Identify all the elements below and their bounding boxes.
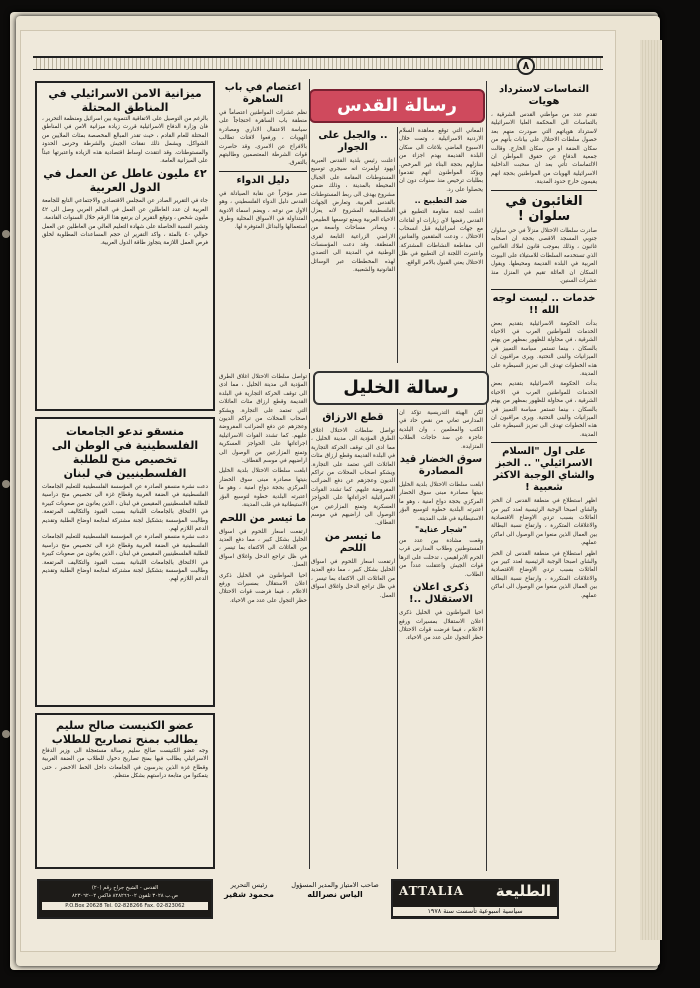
unemployment-article-cont: وتشير النسبة الحاصلة على شهادة التعليم العالي من العاطلين عن العمل حوالي ٤٠ بالمئة ، واكد التقرير ان حجم المساعدات المطلوبة لخلق فرص العمل اللازمة يتجاوز طاقة الدول العربية. xyxy=(42,223,209,247)
khalil-headline-5: ما تيسر من اللحم xyxy=(324,530,382,554)
quds-article-4: صدر مؤخراً عن نقابة الصيادلة في القدس دليل الدواء الفلسطيني ، وهو الاول من نوعه ، ويضم اسماء الادوية المتداولة في الاسواق المحلية وطرق استعمالها والبدائل المتوفرة لها. xyxy=(219,190,307,231)
divider xyxy=(491,289,597,290)
khalil-headline-1: قطع الارزاق xyxy=(322,412,384,423)
column-rule xyxy=(309,79,310,369)
khalil-article-4: احيا المواطنون في الخليل ذكرى اعلان الاستقلال بمسيرات ورفع الاعلام ، فيما فرضت قوات الاحتلال حظر التجول على عدد من الاحياء. xyxy=(399,610,483,642)
rail-article-3: بدأت الحكومة الاسرائيلية بتقديم بعض الخدمات للمواطنين العرب في الاحياء الشرقية ، في محاولة للظهور بمظهر من يهتم بالسكان ، بينما تستمر سياسة التمييز في الميزانيات والبنى التحتية. ويرى مراقبون ان هذه الخطوات تهدف الى تعزيز السيطرة على المدينة. xyxy=(491,320,597,377)
rail-headline-1: التماسات لاسترداد هويات xyxy=(498,84,590,107)
khalil-intro: لكن الهيئة التدريسية تؤكد ان المدارس تعاني من نقص حاد في الكتب والمعلمين ، وان البلدية عاجزة عن سد حاجات الطلاب المتزايدة. xyxy=(399,410,483,450)
contact-phone: ص.ب ٣٠٢٨ تلفون ٠٢-٨٢٨٢٦٦ فاكس ٠٢-٨٢٣٠٦٢ xyxy=(72,893,178,899)
binding-hole xyxy=(2,730,10,738)
security-budget-box xyxy=(35,81,215,411)
rail-article-3-cont: بدأت الحكومة الاسرائيلية بتقديم بعض الخدمات للمواطنين العرب في الاحياء الشرقية ، في محاولة للظهور بمظهر من يهتم بالسكان ، بينما تستمر سياسة التمييز في الميزانيات والبنى التحتية. ويرى مراقبون ان هذه الخطوات تهدف الى تعزيز السيطرة على المدينة. xyxy=(491,381,597,438)
khalil-article-1-cont: تواصل سلطات الاحتلال اغلاق الطرق المؤدية الى مدينة الخليل ، مما ادى الى توقف الحركة التجارية في البلدة القديمة وقطع ارزاق مئات العائلات التي تعتمد على التجارة. ويشكو اصحاب المحلات من تراكم الديون وعجزهم عن دفع الضرائب المفروضة عليهم. كما تشدد القوات الاسرائيلية اجراءاتها على الحواجز العسكرية وتمنع المزارعين من الوصول الى اراضيهم في موسم القطاف. xyxy=(219,374,307,465)
column-rule xyxy=(486,81,487,871)
khalil-column-a xyxy=(399,409,483,869)
newspaper-page xyxy=(20,30,616,952)
knesset-box xyxy=(35,713,215,869)
khalil-article-3: وقعت مشادة بين عدد من المستوطنين وطلاب المدارس قرب الحرم الابراهيمي ، تدخلت على اثرها قوات الجيش واعتقلت عدداً من الطلاب. xyxy=(399,538,483,578)
khalil-section-banner: رسالة الخليل xyxy=(313,371,489,405)
khalil-article-1: تواصل سلطات الاحتلال اغلاق الطرق المؤدية الى مدينة الخليل ، مما ادى الى توقف الحركة التجارية في البلدة القديمة وقطع ارزاق مئات العائلات التي تعتمد على التجارة. ويشكو اصحاب المحلات من تراكم الديون وعجزهم عن دفع الضرائب المفروضة عليهم. كما تشدد القوات الاسرائيلية اجراءاتها على الحواجز العسكرية وتمنع المزارعين من الوصول الى اراضيهم في موسم القطاف. xyxy=(311,428,395,527)
divider xyxy=(491,190,597,191)
logo-tagline: سياسية اسبوعية تأسست سنة ١٩٧٨ xyxy=(393,907,557,916)
quds-headline-3: اعتصام في باب الساهرة xyxy=(224,82,302,105)
security-headline: ميزانية الامن الاسرائيلي في المناطق المحتلة xyxy=(48,87,202,114)
logo-latin: ATTALIA xyxy=(399,884,465,898)
quds-headline-4: دليل الدواء xyxy=(236,174,290,186)
column-rule xyxy=(397,127,398,363)
page-edges xyxy=(640,40,662,940)
contact-address: القدس - الشيخ جراح رقم (٢٠) xyxy=(91,885,159,891)
owner-credit xyxy=(283,881,387,899)
column-rule xyxy=(309,373,310,869)
khalil-column-c xyxy=(219,373,307,869)
quds-column-b xyxy=(311,127,395,363)
rail-article-2: صادرت سلطات الاحتلال منزلاً في حي سلوان جنوبي المسجد الاقصى بحجة ان اصحابه غائبون ، وذلك بموجب قانون املاك الغائبين الذي تستخدمه السلطات للاستيلاء على البيوت العربية في البلدة القديمة ومحيطها. ويقول السكان ان العائلة تقيم في المنزل منذ عشرات السنين. xyxy=(491,227,597,285)
quds-column-a xyxy=(399,127,483,363)
khalil-article-4-cont: احيا المواطنون في الخليل ذكرى اعلان الاستقلال بمسيرات ورفع الاعلام ، فيما فرضت قوات الاحتلال حظر التجول على عدد من الاحياء. xyxy=(219,572,307,604)
rail-article-1: تقدم عدد من مواطني القدس الشرقية ، بالتماسات الى المحكمة العليا الاسرائيلية لاسترداد هوياتهم التي صودرت منهم بعد حصول سلطات الاحتلال على بيانات بأنهم من سكان الضفة او من سكان الخارج. وقالت جمعية الدفاع عن حقوق المواطن ان الالتماسات تأتي بعد ان سحبت الداخلية الاسرائيلية الهويات من المواطنين بحجة انهم يقيمون خارج حدود المدينة. xyxy=(491,112,597,186)
owner-label: صاحب الامتياز والمدير المسؤول xyxy=(291,881,379,889)
quds-section-banner: رسالة القدس xyxy=(309,89,485,123)
logo-arabic: الطليعة xyxy=(495,882,551,900)
security-article: بالرغم من التوصيل على الاتفاقية التنموية بين اسرائيل ومنظمة التحرير ، فان وزارة الدفاع الاسرائيلية قررت زيادة ميزانية الامن في المناطق المحتلة للعام القادم ، حيث تقدر المبالغ المخصصة بمئات الملايين من الشواكل. ويشمل ذلك نفقات الجيش والشرطة وحرس الحدود والمستوطنات. وقد انتقدت اوساط اقتصادية هذه الزيادة واعتبرتها عبئاً على الميزانية العامة. xyxy=(42,116,208,165)
khalil-headline-4: ذكرى اعلان الاستقلال ..! xyxy=(409,582,473,606)
divider xyxy=(219,171,307,172)
quds-headline-1: .. والجبل على الجوار xyxy=(318,130,388,153)
khalil-headline-5b: ما تيسر من اللحم xyxy=(219,512,307,524)
students-article-cont: دعت نشرة منسقو الصادرة عن المؤسسة الفلسطينية للتعليم الجامعات الفلسطينية في الضفة الغربية وقطاع غزة الى تخصيص منح دراسية للطلبة الفلسطينيين المقيمين في لبنان ، الذين يعانون من صعوبات كبيرة في الالتحاق بالجامعات اللبنانية بسبب القيود والتكاليف المرتفعة. وطالبت المؤسسة بتشكيل لجنة مشتركة لمتابعة اوضاع الطلبة وتقديم الدعم اللازم لهم. xyxy=(42,534,208,583)
owner-name: الياس نصرالله xyxy=(307,890,363,899)
quds-headline-2: ضد التطبيع .. xyxy=(414,196,468,206)
khalil-headline-3: "شجار عناية" xyxy=(415,525,467,535)
khalil-article-2: ابلغت سلطات الاحتلال بلدية الخليل بنيتها مصادرة مبنى سوق الخضار المركزي بحجة دواع امنية ، وهو ما اعتبرته البلدية خطوة لتوسيع البؤر الاستيطانية في قلب المدينة. xyxy=(399,482,483,522)
quds-article-2: المعاني التي توقع معاهدة السلام الاردنية الاسرائيلية ، وتمت خلال الاسبوع الماضي بلاغات الى سكان البلدة القديمة بهدم اجزاء من منازلهم بحجة البناء غير المرخص. ويؤكد المواطنون انهم تقدموا بطلبات ترخيص منذ سنوات دون ان يحصلوا على رد. xyxy=(399,128,483,193)
column-rule xyxy=(397,409,398,869)
editor-name: محمود شقير xyxy=(224,890,274,899)
unemployment-headline: ٤٢ مليون عاطل عن العمل في الدول العربية xyxy=(43,167,207,195)
rail-headline-4: على اول "السلام الاسرائيلي" .. الخبز والشاي الوجبة الاكثر شعبية ! xyxy=(493,446,595,494)
students-headline: منسقو تدعو الجامعات الفلسطينية في الوطن الى تخصيص منح للطلبة الفلسطينيين في لبنان xyxy=(51,425,199,480)
quds-article-1: اعلنت رئيس بلدية القدس العبرية ايهود اولمرت انه سيجري توسيع المستوطنات المقامة على الجبال المحيطة بالمدينة ، وذلك ضمن مشروع يهدف الى ربط المستوطنات بالقدس الغربية. وتعارض الجهات الفلسطينية المشروع لانه يعزل الاحياء العربية ويمنع توسعها الطبيعي ، ويصادر مساحات واسعة من الاراضي الزراعية التابعة لقرى المنطقة. وقد دعت المؤسسات الوطنية في المدينة الى التصدي لهذه المخططات عبر الوسائل القانونية والشعبية. xyxy=(311,158,395,274)
khalil-headline-2: سوق الخضار قيد المصادرة xyxy=(399,454,483,478)
editor-label: رئيس التحرير xyxy=(230,881,268,889)
unemployment-article: جاء في التقرير الصادر عن المجلس الاقتصادي والاجتماعي التابع للجامعة العربية ان عدد العاطلين عن العمل في العالم العربي وصل الى ٤٢ مليون شخص ، وتوقع التقرير ان يرتفع هذا الرقم خلال السنوات القادمة. xyxy=(42,198,208,222)
knesset-article: وجه عضو الكنيست صالح سليم رسالة مستعجلة الى وزير الدفاع الاسرائيلي يطالب فيها بمنح تصاريح دخول للطلاب من الضفة الغربية وقطاع غزة الذين يدرسون في الجامعات داخل الخط الاخضر ، حتى يتمكنوا من متابعة دراستهم بشكل منتظم. xyxy=(42,748,208,780)
rail-article-4: اظهر استطلاع في منطقة القدس ان الخبز والشاي اصبحا الوجبة الرئيسية لعدد كبير من العائلات بسبب تردي الاوضاع الاقتصادية والاغلاقات المتكررة ، وارتفاع نسبة البطالة بين العمال الذين منعوا من الوصول الى اماكن عملهم. xyxy=(491,498,597,547)
khalil-article-2-cont: ابلغت سلطات الاحتلال بلدية الخليل بنيتها مصادرة مبنى سوق الخضار المركزي بحجة دواع امنية ، وهو ما اعتبرته البلدية خطوة لتوسيع البؤر الاستيطانية في قلب المدينة. xyxy=(219,468,307,509)
contact-block xyxy=(37,879,213,919)
khalil-column-b xyxy=(311,409,395,869)
contact-latin: P.O.Box 20628 Tel. 02-828266 Fax. 02-823062 xyxy=(42,902,208,910)
imprint-footer xyxy=(33,877,603,925)
quds-article-3: نظم عشرات المواطنين اعتصاماً في منطقة باب الساهرة احتجاجاً على سياسة الاعتقال الاداري ومصادرة الهويات ، ورفعوا لافتات تطالب بالافراج عن الاسرى. وقد حاصرت قوات الشرطة المعتصمين وطالبتهم بالتفرق. xyxy=(219,110,307,167)
right-rail-column xyxy=(491,81,597,873)
editor-credit xyxy=(217,881,281,899)
page-number: ٨ xyxy=(517,57,535,75)
quds-article-2b: اعلنت لجنة مقاومة التطبيع في القدس رفضها لاي زيارات او لقاءات مع جهات اسرائيلية قبل انسحاب الاحتلال ، ودعت المثقفين والفنانين الى مقاطعة النشاطات المشتركة. واعتبرت اللجنة ان التطبيع في ظل الاحتلال يعني القبول بالامر الواقع. xyxy=(399,209,483,266)
khalil-article-5: ارتفعت اسعار اللحوم في اسواق الخليل بشكل كبير ، مما دفع العديد من العائلات الى الاكتفاء بما تيسر ، في ظل تراجع الدخل واغلاق اسواق العمل. xyxy=(311,558,395,599)
binding-hole xyxy=(2,480,10,488)
binding-hole xyxy=(2,230,10,238)
rail-headline-3: خدمات .. ليست لوجه الله !! xyxy=(492,292,596,316)
rail-headline-2: الغائبون في سلوان ! xyxy=(505,193,583,224)
khalil-article-5-cont: ارتفعت اسعار اللحوم في اسواق الخليل بشكل كبير ، مما دفع العديد من العائلات الى الاكتفاء بما تيسر ، في ظل تراجع الدخل واغلاق اسواق العمل. xyxy=(219,528,307,569)
divider xyxy=(491,442,597,443)
quds-column-c xyxy=(219,79,307,369)
students-article: دعت نشرة منسقو الصادرة عن المؤسسة الفلسطينية للتعليم الجامعات الفلسطينية في الضفة الغربية وقطاع غزة الى تخصيص منح دراسية للطلبة الفلسطينيين المقيمين في لبنان ، الذين يعانون من صعوبات كبيرة في الالتحاق بالجامعات اللبنانية بسبب القيود والتكاليف المرتفعة. وطالبت المؤسسة بتشكيل لجنة مشتركة لمتابعة اوضاع الطلبة وتقديم الدعم اللازم لهم. xyxy=(42,484,208,533)
attalia-logo xyxy=(391,879,559,919)
students-grants-box xyxy=(35,417,215,707)
rail-article-4-cont: اظهر استطلاع في منطقة القدس ان الخبز والشاي اصبحا الوجبة الرئيسية لعدد كبير من العائلات بسبب تردي الاوضاع الاقتصادية والاغلاقات المتكررة ، وارتفاع نسبة البطالة بين العمال الذين منعوا من الوصول الى اماكن عملهم. xyxy=(491,550,597,599)
knesset-headline: عضو الكنيست صالح سليم يطالب بمنح تصاريح للطلاب xyxy=(51,719,199,746)
